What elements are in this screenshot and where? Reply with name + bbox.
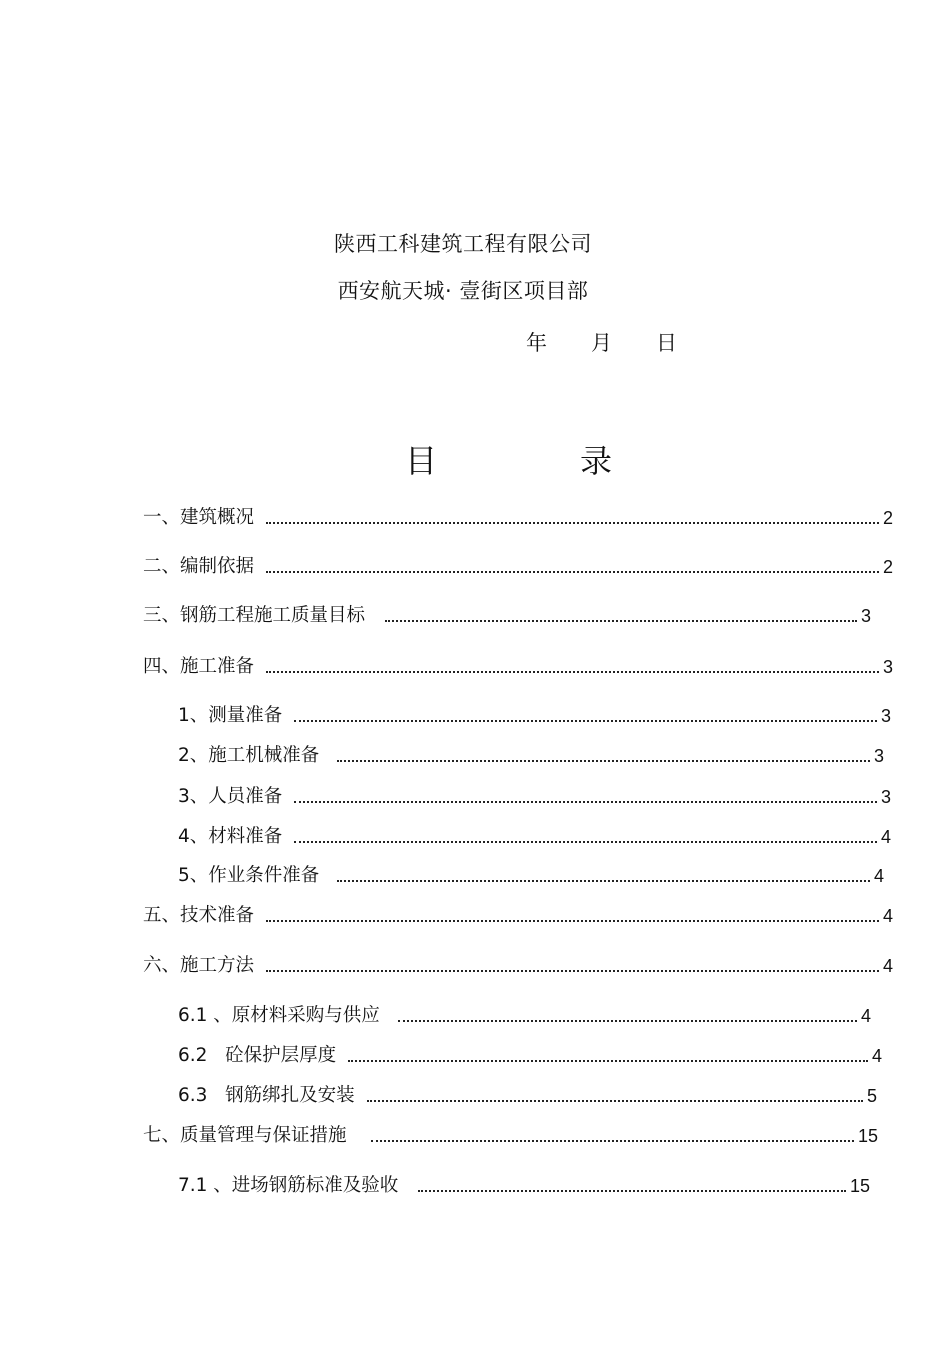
toc-entry-label: 4、材料准备 — [178, 826, 283, 847]
toc-entry-page: 15 — [849, 1176, 870, 1196]
toc-entry — [178, 1083, 877, 1107]
toc-leader-dots — [348, 1060, 868, 1062]
toc-entry-label: 二、编制依据 — [143, 556, 255, 577]
toc-entry-label: 7.1 、进场钢筋标准及验收 — [178, 1175, 399, 1196]
toc-entry-page: 3 — [880, 706, 891, 726]
toc-entry-label: 六、施工方法 — [143, 955, 255, 976]
toc-entry-page: 3 — [880, 787, 891, 807]
toc-entry-page: 2 — [882, 557, 893, 577]
toc-leader-dots — [337, 760, 870, 762]
toc-entry-page: 4 — [871, 1046, 882, 1066]
toc-entry-page: 3 — [860, 606, 871, 626]
toc-entry-page: 4 — [860, 1006, 871, 1026]
toc-entry-label: 四、施工准备 — [143, 656, 255, 677]
toc-entry-page: 4 — [882, 956, 893, 976]
date-line — [526, 327, 677, 357]
toc-leader-dots — [371, 1140, 854, 1142]
toc-entry-label: 七、质量管理与保证措施 — [143, 1125, 347, 1146]
toc-entry — [143, 1123, 878, 1147]
toc-entry-page: 5 — [866, 1086, 877, 1106]
date-year: 年 — [526, 331, 547, 355]
toc-entry — [178, 703, 891, 727]
project-department: 西安航天城· 壹街区项目部 — [337, 279, 589, 303]
toc-entry — [178, 1003, 871, 1027]
toc-entry-page: 2 — [882, 508, 893, 528]
toc-leader-dots — [294, 801, 877, 803]
toc-title-char-2: 录 — [580, 442, 613, 480]
toc-entry — [178, 784, 891, 808]
date-day: 日 — [656, 331, 677, 355]
toc-entry — [143, 505, 893, 529]
toc-entry-page: 15 — [857, 1126, 878, 1146]
toc-entry — [143, 953, 893, 977]
toc-entry-label: 5、作业条件准备 — [178, 865, 320, 886]
toc-entry — [143, 654, 893, 678]
toc-entry-label: 一、建筑概况 — [143, 507, 255, 528]
toc-entry-page: 3 — [873, 746, 884, 766]
toc-entry — [143, 554, 893, 578]
company-name: 陕西工科建筑工程有限公司 — [334, 232, 592, 256]
toc-entry — [143, 903, 893, 927]
toc-entry — [178, 1043, 882, 1067]
toc-leader-dots — [385, 620, 857, 622]
toc-entry-label: 6.2 砼保护层厚度 — [178, 1045, 337, 1066]
toc-entry-page: 4 — [873, 866, 884, 886]
toc-leader-dots — [266, 571, 879, 573]
toc-leader-dots — [418, 1190, 846, 1192]
toc-leader-dots — [266, 970, 879, 972]
toc-entry-label: 五、技术准备 — [143, 905, 255, 926]
toc-entry-page: 3 — [882, 657, 893, 677]
toc-entry-page: 4 — [880, 827, 891, 847]
toc-entry-label: 2、施工机械准备 — [178, 745, 320, 766]
toc-entry — [178, 1173, 870, 1197]
toc-leader-dots — [266, 671, 879, 673]
toc-leader-dots — [266, 522, 879, 524]
toc-leader-dots — [266, 920, 879, 922]
toc-entry — [143, 603, 871, 627]
toc-leader-dots — [398, 1020, 857, 1022]
toc-entry-page: 4 — [882, 906, 893, 926]
toc-leader-dots — [337, 880, 870, 882]
toc-entry-label: 6.3 钢筋绑扎及安装 — [178, 1085, 355, 1106]
toc-title-char-1: 目 — [405, 442, 438, 480]
toc-entry — [178, 743, 884, 767]
toc-leader-dots — [367, 1100, 863, 1102]
toc-entry-label: 6.1 、原材料采购与供应 — [178, 1005, 380, 1026]
toc-entry-label: 1、测量准备 — [178, 705, 283, 726]
toc-entry-label: 三、钢筋工程施工质量目标 — [143, 605, 366, 626]
toc-entry — [178, 863, 884, 887]
toc-leader-dots — [294, 720, 877, 722]
toc-leader-dots — [294, 841, 877, 843]
toc-entry-label: 3、人员准备 — [178, 786, 283, 807]
date-month: 月 — [591, 331, 612, 355]
toc-entry — [178, 824, 891, 848]
